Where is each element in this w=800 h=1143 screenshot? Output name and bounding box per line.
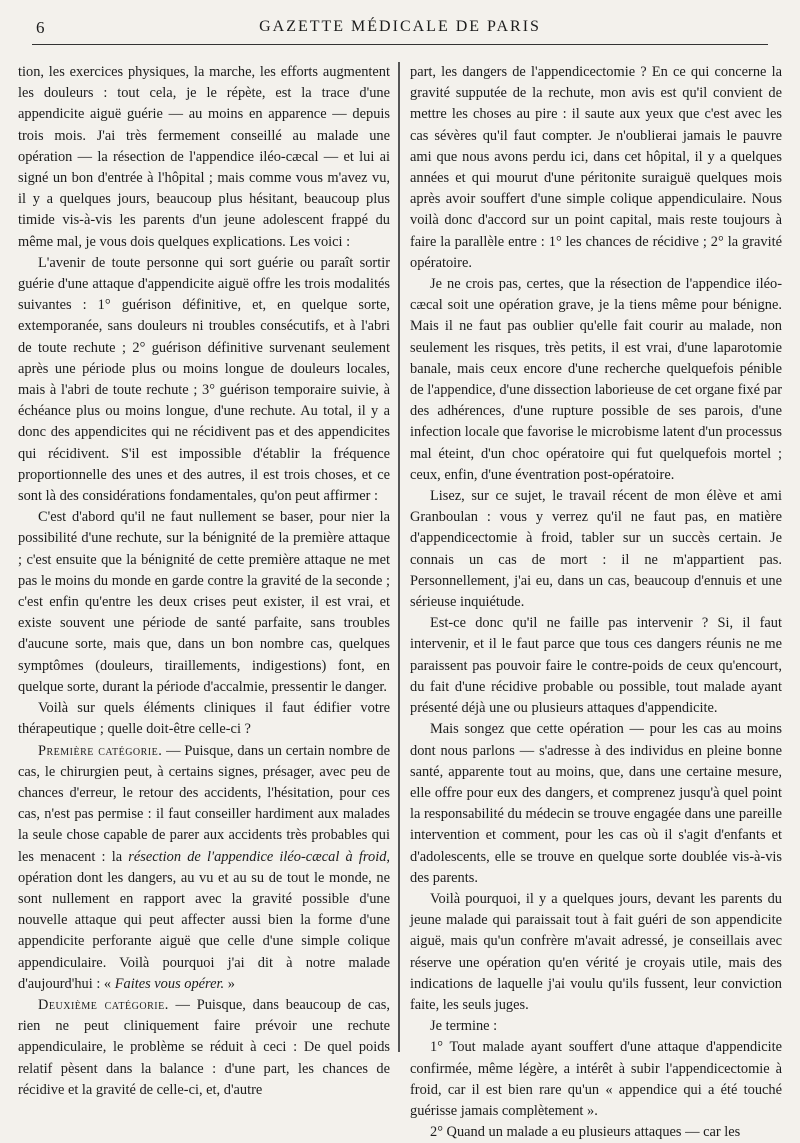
left-column — [18, 62, 390, 1101]
paragraph: 2° Quand un malade a eu plusieurs attaques — car les — [430, 1124, 741, 1141]
paragraph: 1° Tout malade ayant souffert d'une attaque d'appendicite confirmée, même légère, a intérêt à subir l'appendicectomie à froid, car il est bien rare qu'un « appendice qui a été touché guérisse jamais complètement ». — [410, 1039, 782, 1119]
paragraph: Voilà sur quels éléments cliniques il faut édifier votre thérapeutique ; quelle doit-être celle-ci ? — [18, 700, 390, 738]
paragraph: part, les dangers de l'appendicectomie ? En ce qui concerne la gravité supputée de la rechute, mon avis est qu'il convient de mettre les choses au pire : il saute aux yeux que c'est avec les cas sévères qu'il faut compter. Je n'oublierai jamais le pauvre ami que nous avons perdu ici, dans cet hôpital, il y a quelques années et qui mourut d'une péritonite suraiguë quelques mois après avoir souffert d'une simple colique appendiculaire. Nous voilà donc d'accord sur un point capital, mais reste toujours à faire la parallèle entre : 1° les chances de récidive ; 2° la gravité opératoire. — [410, 64, 782, 271]
paragraph-second-category: Deuxième catégorie. — Puisque, dans beaucoup de cas, rien ne peut cliniquement faire prévoir une rechute appendiculaire, le problème se réduit à ceci : De quel poids relatif pèsent dans la balance : d'une part, les chances de récidive et la gravité de celle-ci, et, d'autre — [18, 996, 390, 1098]
section-heading: Première catégorie. — [38, 742, 163, 759]
paragraph: Je termine : — [430, 1018, 498, 1035]
page-number: 6 — [36, 18, 45, 37]
paragraph: Mais songez que cette opération — pour les cas au moins dont nous parlons — s'adresse à des individus en pleine bonne santé, apparente tout au moins, que, dans une certaine mesure, elle offre pour eux des dangers, et comprenez jusqu'à quel point la responsabilité du médecin se trouve engagée dans une pareille intervention et comment, pour les cas où il s'agit d'enfants et d'adolescents, elle se trouve en quelque sorte doublée vis-à-vis des parents. — [410, 721, 783, 886]
paragraph-first-category: Première catégorie. — Puisque, dans un certain nombre de cas, le chirurgien peut, à certains signes, présager, avec peu de chances d'erreur, le retour des accidents, l'hésitation, pour ces cas, n'est pas permise : il faut conseiller hardiment aux malades la seule chose capable de parer aux accidents très probables qui les menacent : la résection de l'appendice iléo-cæcal à froid, opération dont les dangers, au vu et au su de tout le monde, ne sont nullement en rapport avec la gravité possible d'une nouvelle attaque qui peut affecter aussi bien la forme d'une appendicite perforante aiguë que celle d'une simple colique appendiculaire. Voilà pourquoi j'ai dit à notre malade d'aujourd'hui : « Faites vous opérer. » — [18, 742, 391, 992]
column-divider — [398, 62, 400, 1052]
paragraph: Lisez, sur ce sujet, le travail récent de mon élève et ami Granboulan : vous y verrez qu'il ne faut pas, en matière d'appendicectomie à froid, tabler sur un succès certain. Je connais un cas de mort : il ne m'appartient pas. Personnellement, j'ai eu, dans un cas, beaucoup d'ennuis et une sérieuse inquiétude. — [410, 488, 782, 611]
paragraph: L'avenir de toute personne qui sort guérie ou paraît sortir guérie d'une attaque d'appendicite aiguë offre les trois modalités suivantes : 1° guérison définitive, et, en quelque sorte, extemporanée, sans douleurs ni troubles consécutifs, et à l'abri de toute rechute ; 2° guérison définitive survenant seulement après une période plus ou moins longue de douleurs locales, mais à l'abri de toute rechute ; 3° guérison temporaire suivie, à échéance plus ou moins longue, d'une rechute. Au total, il y a donc des appendicites qui ne récidivent pas et des appendicites qui récidivent. S'il est impossible d'établir la fréquence proportionnelle des unes et des autres, il est trois choses, et ce sont là des considérations fondamentales, qu'on peut affirmer : — [18, 254, 390, 505]
paragraph: tion, les exercices physiques, la marche, les efforts augmentent les douleurs : tout cela, je le répète, est la trace d'une appendicite aiguë guérie — au moins en apparence — depuis trois mois. J'ai très fermement conseillé au malade une opération — la résection de l'appendice iléo-cæcal — et lui ai signé un bon d'entrée à l'hôpital ; mais comme vous m'avez vu, il y a quelques jours, beaucoup plus hésitant, beaucoup plus timide vis-à-vis les parents d'un jeune adolescent frappé du même mal, je vous dois quelques explications. Les voici : — [18, 64, 390, 250]
paragraph: C'est d'abord qu'il ne faut nullement se baser, pour nier la possibilité d'une rechute, sur la bénignité de la première attaque ; c'est ensuite que la bénignité de cette première attaque ne met pas le moins du monde en garde contre la gravité de la seconde ; c'est enfin qu'entre les deux crises peut exister, il est vrai, et existe souvent une période de santé parfaite, sans troubles d'aucune sorte, mais que, dans un bon nombre cas, quelques symptômes (douleurs, tiraillements, indigestions) font, en quelque sorte, durant la période d'accalmie, pressentir le danger. — [18, 509, 390, 695]
paragraph: Je ne crois pas, certes, que la résection de l'appendice iléo-cæcal soit une opération grave, je la tiens même pour bénigne. Mais il ne faut pas oublier qu'elle fait courir au malade, non seulement les risques, très petits, il est vrai, d'une laparotomie banale, mais ceux encore d'une recherche quelquefois pénible de l'appendice, d'une dissection laborieuse de cet organe fixé par des adhérences, d'une rupture possible de ses parois, d'une infection locale que favorise le microbisme latent d'un processus mal éteint, d'un choc opératoire qui fut quelquefois mortel ; ceux, enfin, d'une éventration post-opératoire. — [410, 276, 782, 483]
section-heading: Deuxième catégorie. — [38, 996, 169, 1013]
page-header — [32, 14, 768, 45]
paragraph: Est-ce donc qu'il ne faille pas intervenir ? Si, il faut intervenir, et il le faut parce que tous ces dangers réunis ne me paraissent pas pouvoir faire le contre-poids de ceux qu'encourt, du fait d'une récidive probable ou possible, tout malade ayant présenté déjà une ou plusieurs attaques d'appendicite. — [410, 615, 782, 717]
paragraph: Voilà pourquoi, il y a quelques jours, devant les parents du jeune malade qui paraissait tout à fait guéri de son appendicite aiguë, mais qu'un confrère m'avait adressé, je conseillais avec réserve une opération qu'en vérité je croyais utile, mais des indications de laquelle j'ai voulu qu'ils fussent, leur conviction faite, les seuls juges. — [410, 890, 782, 1013]
journal-title: GAZETTE MÉDICALE DE PARIS — [259, 18, 541, 35]
right-column — [410, 62, 782, 1143]
